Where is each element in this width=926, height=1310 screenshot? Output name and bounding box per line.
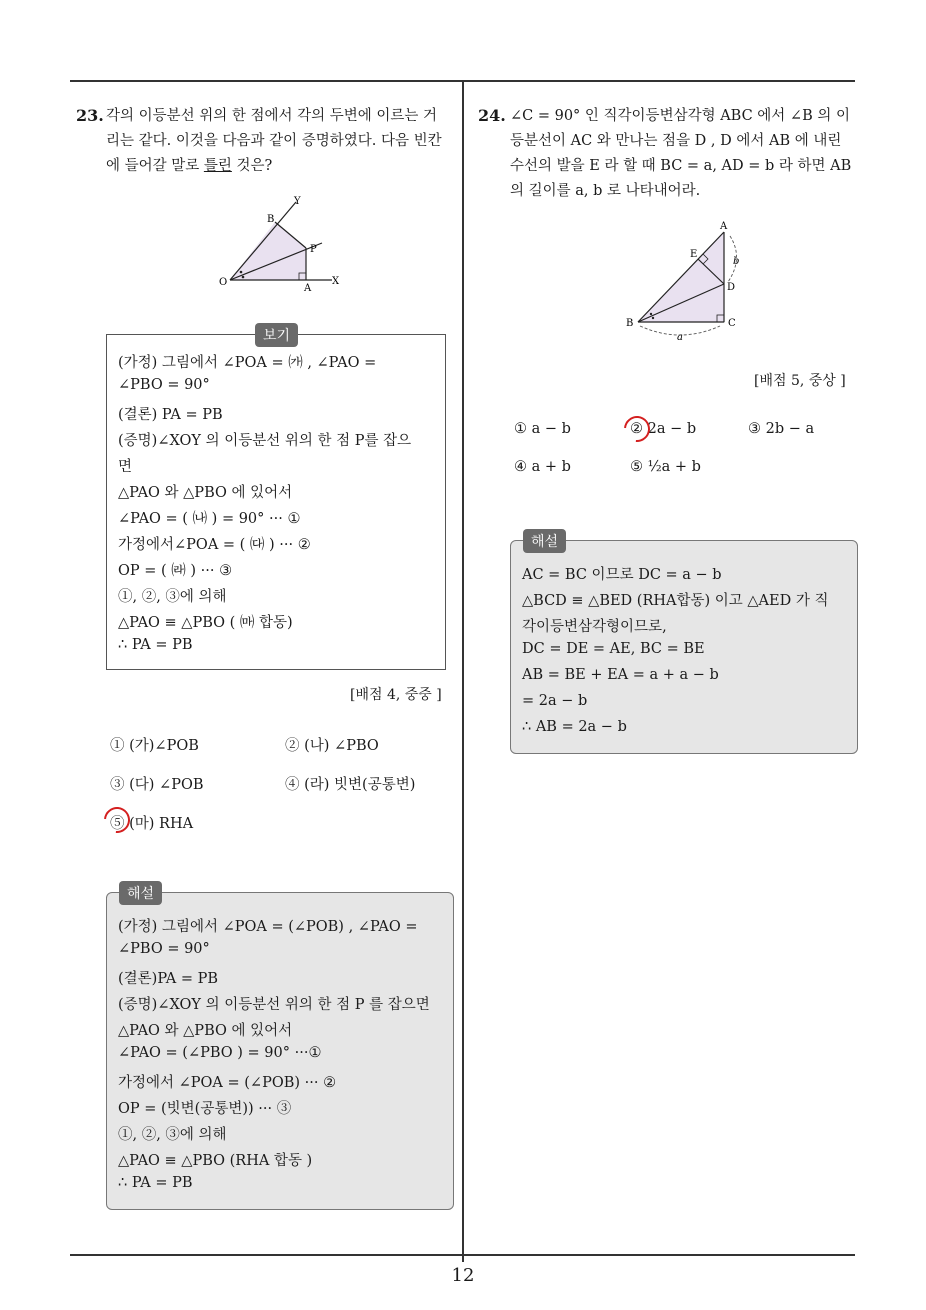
question-24-number: 24. <box>478 106 506 125</box>
q24-choice-1[interactable]: ① a − b <box>514 421 571 437</box>
label-x: X <box>332 276 340 287</box>
label-b: B <box>267 214 275 225</box>
q23-score: [배점 4, 중중 ] <box>350 687 442 703</box>
q24-sol-line-3: 각이등변삼각형이므로, <box>522 619 667 635</box>
q23-sol-line-9: ①, ②, ③에 의해 <box>118 1127 227 1143</box>
label-d: D <box>727 282 736 293</box>
bogi-line-2: ∠PBO = 90° <box>118 377 210 393</box>
q23-line-3-end: 것은? <box>231 158 273 174</box>
q24-line-3: 수선의 발을 E 라 할 때 BC = a, AD = b 라 하면 AB <box>510 158 852 174</box>
label-a-length: a <box>677 332 683 343</box>
bogi-line-10: ①, ②, ③에 의해 <box>118 589 227 605</box>
bogi-line-5: 면 <box>118 459 133 475</box>
bogi-line-3: (결론) PA = PB <box>118 407 223 423</box>
label-p: P <box>310 244 317 255</box>
label-a-vertex: A <box>720 221 728 232</box>
q23-sol-line-1: (가정) 그림에서 ∠POA = (∠POB) , ∠PAO = <box>118 919 418 935</box>
q24-sol-line-5: AB = BE + EA = a + a − b <box>522 667 719 683</box>
q23-choice-2[interactable]: ② (나) ∠PBO <box>285 738 379 754</box>
bogi-box <box>106 328 446 670</box>
bogi-line-11: △PAO ≡ △PBO ( ㈒ 합동) <box>118 615 293 631</box>
bogi-line-8: 가정에서∠POA = ( ㈐ ) ··· ② <box>118 537 311 553</box>
q23-solution-box <box>106 886 454 1210</box>
q24-score: [배점 5, 중상 ] <box>754 373 846 389</box>
bogi-line-4: (증명)∠XOY 의 이등분선 위의 한 점 P를 잡으 <box>118 433 412 449</box>
q24-sol-line-2: △BCD ≡ △BED (RHA합동) 이고 △AED 가 직 <box>522 593 829 609</box>
angle-dot-2 <box>652 317 654 319</box>
q24-solution-box <box>510 534 858 754</box>
label-o: O <box>219 277 228 288</box>
angle-dot-1 <box>240 271 243 274</box>
bogi-tag: 보기 <box>255 323 298 347</box>
bogi-line-12: ∴ PA = PB <box>118 637 193 653</box>
q23-choice-4[interactable]: ④ (라) 빗변(공통변) <box>285 777 416 793</box>
q23-line-3-start: 에 들어갈 말로 <box>106 158 204 174</box>
q23-sol-line-8: OP = (빗변(공통변)) ··· ③ <box>118 1101 292 1117</box>
question-24-text <box>510 104 860 204</box>
angle-dot-2 <box>242 276 245 279</box>
footer-rule <box>70 1254 855 1256</box>
column-divider <box>462 82 464 1262</box>
q23-choice-1[interactable]: ① (가)∠POB <box>110 738 199 754</box>
q24-choice-4[interactable]: ④ a + b <box>514 459 571 475</box>
label-e: E <box>690 249 698 260</box>
q24-line-2: 등분선이 AC 와 만나는 점을 D , D 에서 AB 에 내린 <box>510 133 842 149</box>
q23-sol-line-2: ∠PBO = 90° <box>118 941 210 957</box>
q24-sol-line-4: DC = DE = AE, BC = BE <box>522 641 705 657</box>
q24-line-4: 의 길이를 a, b 로 나타내어라. <box>510 183 701 199</box>
q24-triangle-figure <box>620 218 750 343</box>
bogi-line-6: △PAO 와 △PBO 에 있어서 <box>118 485 293 501</box>
q24-line-1: ∠C = 90° 인 직각이등변삼각형 ABC 에서 ∠B 의 이 <box>510 108 850 124</box>
q24-sol-line-7: ∴ AB = 2a − b <box>522 719 627 735</box>
q23-line-1: 각의 이등분선 위의 한 점에서 각의 두변에 이르는 거 <box>106 108 438 124</box>
page-number: 12 <box>451 1265 475 1286</box>
underlined-word: 틀린 <box>203 158 232 174</box>
bogi-line-9: OP = ( ㈑ ) ··· ③ <box>118 563 233 579</box>
q24-sol-line-1: AC = BC 이므로 DC = a − b <box>522 567 722 583</box>
answer-mark-circle <box>619 411 656 448</box>
q23-sol-line-10: △PAO ≡ △PBO (RHA 합동 ) <box>118 1153 313 1169</box>
q24-choice-3[interactable]: ③ 2b − a <box>748 421 815 437</box>
bogi-line-7: ∠PAO = ( ㈏ ) = 90° ··· ① <box>118 511 301 527</box>
angle-dot-1 <box>650 313 652 315</box>
label-c: C <box>728 318 736 329</box>
bogi-line-1: (가정) 그림에서 ∠POA = ㈎ , ∠PAO = <box>118 355 377 371</box>
q23-angle-bisector-figure <box>210 190 350 300</box>
q23-choice-5[interactable]: ⑤ (마) RHA <box>110 816 194 832</box>
label-b-length: b <box>733 256 740 267</box>
q23-sol-line-11: ∴ PA = PB <box>118 1175 193 1191</box>
label-y: Y <box>294 196 301 207</box>
question-23-text <box>106 104 456 179</box>
q24-solution-tag: 해설 <box>523 529 566 553</box>
q23-solution-tag: 해설 <box>119 881 162 905</box>
q23-sol-line-7: 가정에서 ∠POA = (∠POB) ··· ② <box>118 1075 337 1091</box>
q23-choice-3[interactable]: ③ (다) ∠POB <box>110 777 204 793</box>
q24-sol-line-6: = 2a − b <box>522 693 588 709</box>
label-b-vertex: B <box>626 318 634 329</box>
q23-line-2: 리는 같다. 이것을 다음과 같이 증명하였다. 다음 빈칸 <box>106 133 442 149</box>
q23-sol-line-4: (증명)∠XOY 의 이등분선 위의 한 점 P 를 잡으면 <box>118 997 430 1013</box>
q23-sol-line-5: △PAO 와 △PBO 에 있어서 <box>118 1023 293 1039</box>
q23-line-3 <box>106 154 456 179</box>
label-a: A <box>304 283 312 294</box>
question-23-number: 23. <box>76 106 104 125</box>
q24-choice-5[interactable]: ⑤ ½a + b <box>630 459 701 475</box>
q23-sol-line-3: (결론)PA = PB <box>118 971 219 987</box>
q23-sol-line-6: ∠PAO = (∠PBO ) = 90° ···① <box>118 1045 322 1061</box>
q24-choice-2[interactable]: ② 2a − b <box>630 421 697 437</box>
